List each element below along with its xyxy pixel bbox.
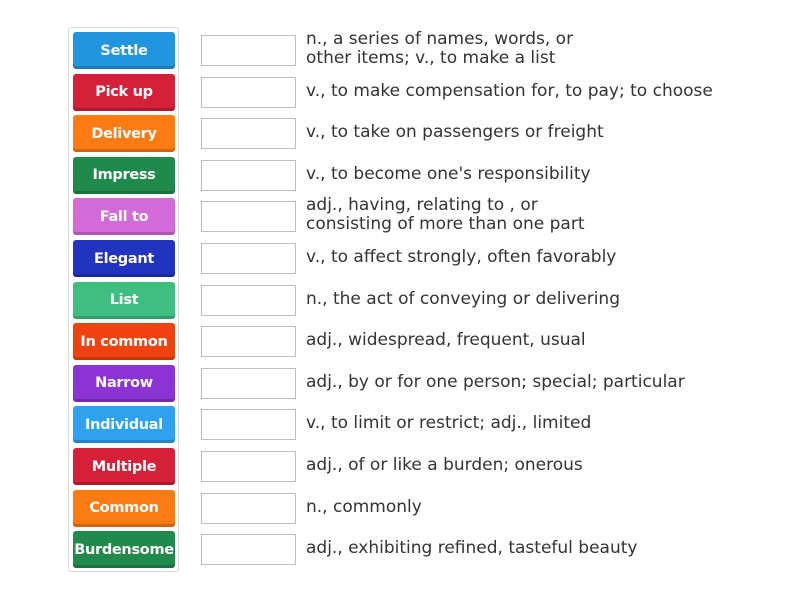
- definition-text: [306, 331, 586, 350]
- draggable-tile[interactable]: Fall to: [73, 198, 175, 235]
- draggable-tile[interactable]: Individual: [73, 406, 175, 443]
- drop-slot[interactable]: [201, 534, 296, 565]
- draggable-tile[interactable]: Burdensome: [73, 531, 175, 568]
- drop-slot[interactable]: [201, 285, 296, 316]
- draggable-tile[interactable]: Impress: [73, 157, 175, 194]
- drop-slot[interactable]: [201, 160, 296, 191]
- definition-text: [306, 414, 591, 433]
- definition-line: v., to limit or restrict; adj., limited: [306, 413, 592, 434]
- definition-text: [306, 539, 637, 558]
- definition-line: adj., by or for one person; special; particular: [306, 371, 685, 392]
- drop-slot[interactable]: [201, 451, 296, 482]
- tile-bank: [68, 27, 179, 572]
- draggable-tile[interactable]: In common: [73, 323, 175, 360]
- drop-slot[interactable]: [201, 368, 296, 399]
- definition-line: other items; v., to make a list: [306, 48, 556, 68]
- definition-line: v., to take on passengers or freight: [306, 122, 604, 143]
- draggable-tile[interactable]: Settle: [73, 32, 175, 69]
- drop-slot[interactable]: [201, 243, 296, 274]
- definition-text: [306, 498, 422, 517]
- definition-text: [306, 456, 583, 475]
- drop-slot[interactable]: [201, 326, 296, 357]
- definition-text: [306, 82, 713, 101]
- definition-line: adj., having, relating to , or: [306, 195, 538, 216]
- definition-text: [306, 248, 616, 267]
- definition-text: [306, 290, 620, 309]
- definition-line: adj., widespread, frequent, usual: [306, 330, 586, 351]
- drop-slot[interactable]: [201, 409, 296, 440]
- definition-line: v., to make compensation for, to pay; to choose: [306, 80, 713, 101]
- drop-slot[interactable]: [201, 118, 296, 149]
- draggable-tile[interactable]: Common: [73, 490, 175, 527]
- definition-line: n., the act of conveying or delivering: [306, 288, 620, 309]
- definition-line: adj., of or like a burden; onerous: [306, 455, 583, 475]
- drop-slot[interactable]: [201, 201, 296, 232]
- drop-slot[interactable]: [201, 77, 296, 108]
- definition-line: n., commonly: [306, 496, 422, 517]
- draggable-tile[interactable]: Elegant: [73, 240, 175, 277]
- definition-text: [306, 30, 573, 68]
- draggable-tile[interactable]: Pick up: [73, 74, 175, 111]
- drop-slot[interactable]: [201, 35, 296, 66]
- definition-line: n., a series of names, words, or: [306, 29, 574, 49]
- definition-text: [306, 165, 591, 184]
- definition-line: v., to become one's responsibility: [306, 163, 591, 184]
- drop-slot[interactable]: [201, 493, 296, 524]
- definition-line: consisting of more than one part: [306, 214, 585, 235]
- definition-line: v., to affect strongly, often favorably: [306, 247, 617, 267]
- definition-text: [306, 123, 604, 142]
- definition-line: adj., exhibiting refined, tasteful beauty: [306, 538, 638, 559]
- definition-text: [306, 196, 584, 234]
- definition-text: [306, 373, 685, 392]
- draggable-tile[interactable]: Multiple: [73, 448, 175, 485]
- draggable-tile[interactable]: List: [73, 282, 175, 319]
- draggable-tile[interactable]: Narrow: [73, 365, 175, 402]
- draggable-tile[interactable]: Delivery: [73, 115, 175, 152]
